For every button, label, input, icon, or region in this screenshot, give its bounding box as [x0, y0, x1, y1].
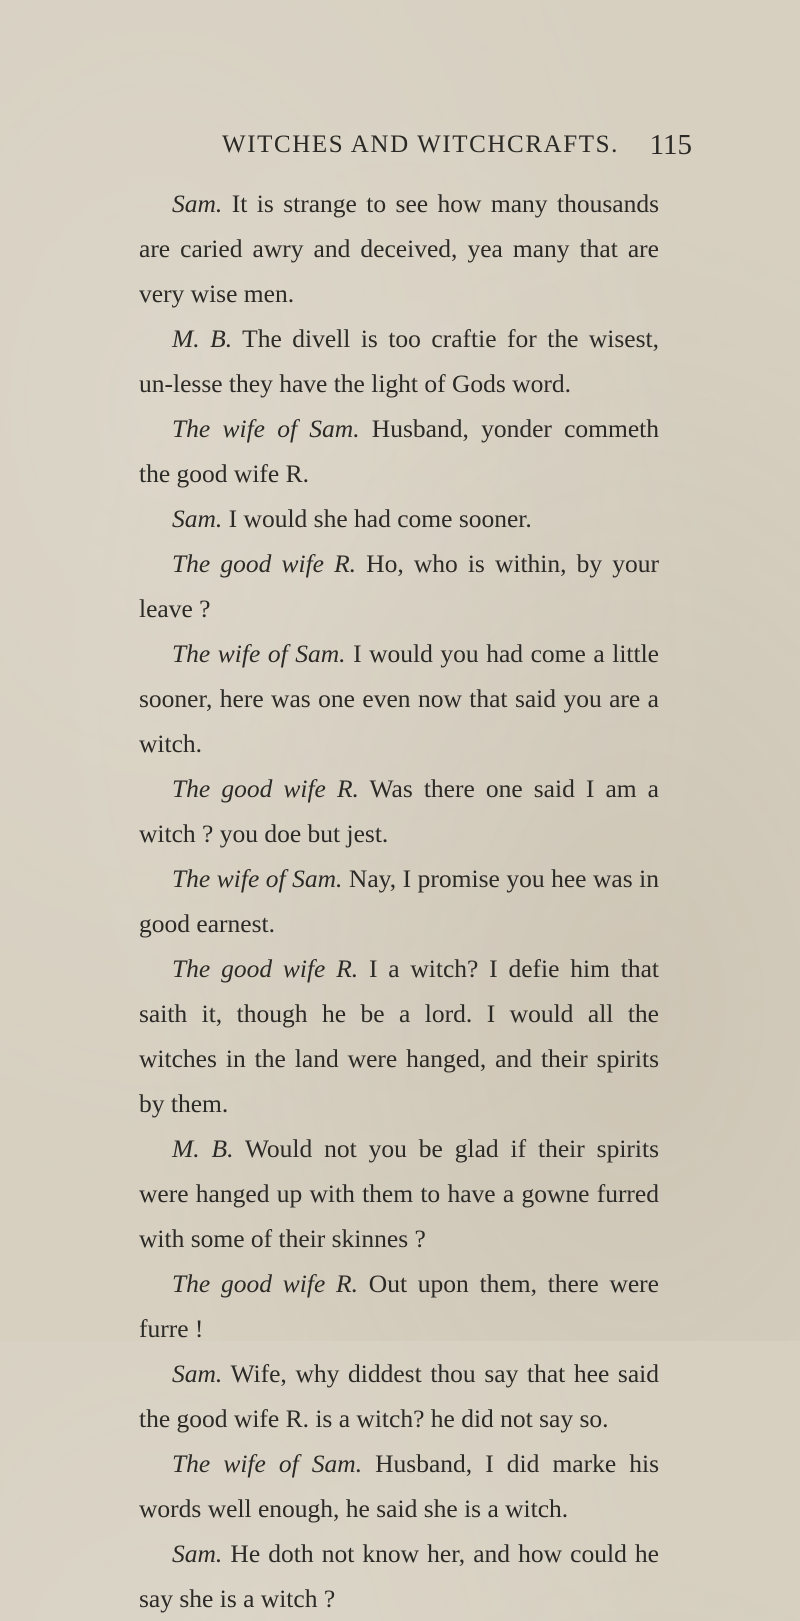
speaker-name: Sam.: [172, 1539, 223, 1568]
dialogue-paragraph: [139, 1531, 659, 1621]
speech-text: Wife, why diddest thou say that hee said the good wife R. is a witch? he did not say so.: [139, 1359, 659, 1433]
dialogue-paragraph: [139, 766, 659, 856]
dialogue-text: [139, 181, 659, 1621]
speech-text: He doth not know her, and how could he say she is a witch ?: [139, 1539, 659, 1613]
dialogue-paragraph: [139, 856, 659, 946]
speech-text: Husband, I did marke his words well enough, he said she is a witch.: [139, 1449, 659, 1523]
speaker-name: M. B.: [172, 324, 233, 353]
speech-text: Out upon them, there were furre !: [139, 1269, 659, 1343]
dialogue-paragraph: [139, 496, 659, 541]
running-head-title: WITCHES AND WITCHCRAFTS.: [222, 131, 619, 158]
speaker-name: The good wife R.: [172, 1269, 359, 1298]
speech-text: Nay, I promise you hee was in good earnest.: [139, 864, 659, 938]
speech-text: Would not you be glad if their spirits were hanged up with them to have a gowne furred with some of their skinnes ?: [139, 1134, 659, 1253]
speaker-name: The good wife R.: [172, 549, 357, 578]
speaker-name: The wife of Sam.: [172, 864, 343, 893]
speech-text: I a witch? I defie him that saith it, though he be a lord. I would all the witches in the land were hanged, and their spirits by them.: [139, 954, 659, 1118]
speaker-name: The wife of Sam.: [172, 639, 346, 668]
speaker-name: The good wife R.: [172, 774, 359, 803]
speaker-name: M. B.: [172, 1134, 234, 1163]
running-head: [222, 131, 692, 171]
dialogue-paragraph: [139, 181, 659, 316]
speech-text: Was there one said I am a witch ? you doe but jest.: [139, 774, 659, 848]
speaker-name: The wife of Sam.: [172, 414, 360, 443]
speaker-name: Sam.: [172, 1359, 223, 1388]
dialogue-paragraph: [139, 1126, 659, 1261]
speaker-name: The good wife R.: [172, 954, 359, 983]
page-number: 115: [649, 129, 692, 161]
dialogue-paragraph: [139, 1261, 659, 1351]
speech-text: The divell is too craftie for the wisest, un-lesse they have the light of Gods word.: [139, 324, 660, 398]
speech-text: Husband, yonder commeth the good wife R.: [139, 414, 660, 488]
dialogue-paragraph: [139, 1441, 659, 1531]
speaker-name: The wife of Sam.: [172, 1449, 363, 1478]
speech-text: I would you had come a little sooner, here was one even now that said you are a witch.: [139, 639, 659, 758]
dialogue-paragraph: [139, 1351, 659, 1441]
speech-text: It is strange to see how many thousands are caried awry and deceived, yea many that are very wise men.: [139, 189, 659, 308]
speech-text: I would she had come sooner.: [222, 504, 532, 533]
dialogue-paragraph: [139, 631, 659, 766]
dialogue-paragraph: [139, 541, 659, 631]
speech-text: Ho, who is within, by your leave ?: [139, 549, 659, 623]
speaker-name: Sam.: [172, 189, 223, 218]
speaker-name: Sam.: [172, 504, 223, 533]
dialogue-paragraph: [139, 946, 659, 1126]
dialogue-paragraph: [139, 316, 659, 406]
dialogue-paragraph: [139, 406, 659, 496]
